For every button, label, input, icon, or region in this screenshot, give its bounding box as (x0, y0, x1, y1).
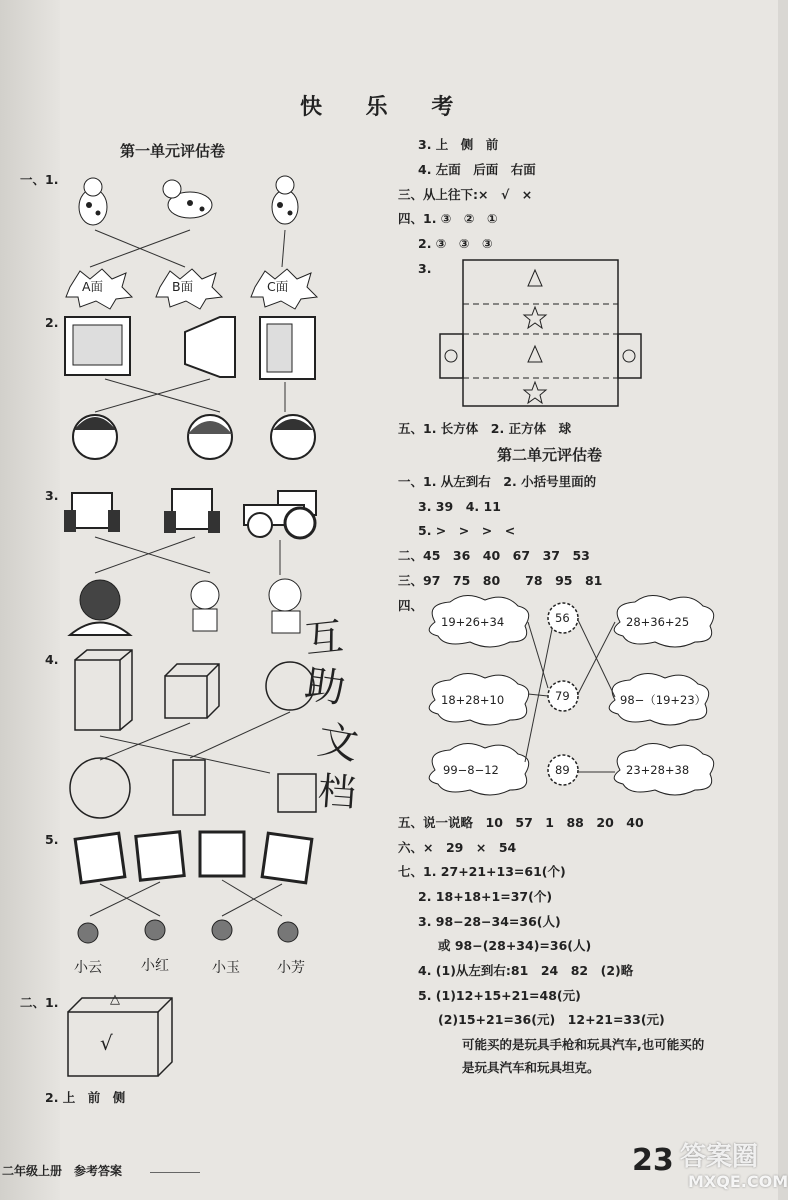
r23: 可能买的是玩具手枪和玩具汽车,也可能买的 (462, 1037, 705, 1052)
name-xiaoyun: 小云 (74, 960, 102, 976)
r20: 4. (1)从左到右:81 24 82 (2)略 (418, 963, 634, 978)
r4: 四、1. ③ ② ① (398, 211, 498, 226)
triangle-mark (528, 270, 542, 286)
name-xiaofang: 小芳 (277, 960, 305, 976)
r5: 2. ③ ③ ③ (418, 236, 493, 251)
box-figure (60, 990, 190, 1090)
cuboid-shape (75, 650, 132, 730)
photo-frame-icon (75, 833, 125, 883)
child-icon (78, 923, 98, 943)
q3-label: 3. (45, 488, 59, 503)
q2-figure (60, 312, 330, 482)
child-boy-icon (191, 581, 219, 631)
box-check-mark: √ (100, 1031, 113, 1055)
r18: 3. 98−28−34=36(人) (418, 914, 561, 929)
s1-label: 一、1. (20, 172, 59, 187)
q2-label: 2. (45, 315, 59, 330)
r12: 三、97 75 80 78 95 81 (398, 573, 603, 588)
handwriting-2: 助 (301, 661, 349, 713)
r17: 2. 18+18+1=37(个) (418, 889, 553, 904)
triangle-mark (528, 346, 542, 362)
handwriting-4: 档 (316, 768, 358, 816)
r10: 5. > > > < (418, 523, 516, 538)
circle-shape (70, 758, 130, 818)
footer-rule (150, 1172, 200, 1173)
r11: 二、45 36 40 67 37 53 (398, 548, 590, 563)
handwriting-3: 文 (314, 716, 362, 770)
child-icon (145, 920, 165, 940)
child-girl-icon (269, 579, 301, 633)
dog-icon (272, 176, 298, 224)
cloud-right-2: 98−（19+23） (620, 693, 707, 707)
r21: 5. (1)12+15+21=48(元) (418, 988, 581, 1003)
s2-q2: 2. 上 前 侧 (45, 1090, 126, 1105)
net-figure (438, 258, 643, 413)
cloud-left-1: 19+26+34 (441, 615, 505, 629)
cloud-left-3: 99−8−12 (443, 763, 499, 777)
face-label-a: A面 (82, 279, 104, 294)
dog-icon (163, 180, 212, 218)
watermark-logo: 答案圈 (680, 1142, 759, 1172)
truck-icon (164, 489, 220, 533)
r6: 3. (418, 261, 432, 276)
r9: 3. 39 4. 11 (418, 499, 501, 514)
star-mark (524, 307, 546, 328)
r7: 五、1. 长方体 2. 正方体 球 (398, 421, 572, 436)
flower-1: 56 (555, 611, 570, 625)
photo-frame-icon (262, 833, 312, 883)
dog-icon (79, 178, 107, 225)
photo-frame-icon (136, 832, 184, 880)
child-head-icon (188, 415, 232, 459)
child-back-icon (70, 580, 130, 635)
q5-label: 5. (45, 832, 59, 847)
page-number: 23 (632, 1143, 674, 1178)
box-triangle-mark: △ (110, 992, 120, 1007)
cloud-right-1: 28+36+25 (626, 615, 690, 629)
r24: 是玩具汽车和玩具坦克。 (462, 1060, 600, 1075)
q5-figure (60, 828, 330, 943)
page-title: 快 乐 考 (300, 95, 472, 120)
child-head-icon (73, 415, 117, 459)
child-icon (278, 922, 298, 942)
q3-figure (60, 485, 330, 640)
r1: 3. 上 侧 前 (418, 137, 499, 152)
r13: 四、 (398, 598, 424, 613)
watermark-site: MXQE.COM (688, 1172, 788, 1191)
tractor-side-icon (244, 491, 316, 538)
face-label-b: B面 (172, 279, 194, 294)
handwriting-1: 互 (302, 614, 346, 662)
square-shape (278, 774, 316, 812)
unit2-title: 第二单元评估卷 (497, 446, 603, 464)
cloud-right-3: 23+28+38 (626, 763, 690, 777)
child-head-icon (271, 415, 315, 459)
q4-figure (60, 648, 330, 823)
flower-3: 89 (555, 763, 570, 777)
cube-shape (165, 664, 219, 718)
photo-frame-icon (200, 832, 244, 876)
footer (0, 1142, 788, 1200)
r22: (2)15+21=36(元) 12+21=33(元) (438, 1012, 665, 1027)
r15: 六、× 29 × 54 (398, 840, 517, 855)
r3: 三、从上往下:× √ × (398, 187, 533, 202)
flower-2: 79 (555, 689, 570, 703)
star-mark (524, 382, 546, 403)
r2: 4. 左面 后面 右面 (418, 162, 536, 177)
tractor-icon (64, 493, 120, 532)
child-icon (212, 920, 232, 940)
r16: 七、1. 27+21+13=61(个) (398, 864, 566, 879)
q4-label: 4. (45, 652, 59, 667)
r8: 一、1. 从左到右 2. 小括号里面的 (398, 474, 597, 489)
name-xiaohong: 小红 (141, 958, 169, 974)
footer-book-label: 二年级上册 参考答案 (2, 1164, 123, 1178)
face-label-c: C面 (267, 279, 289, 294)
rectangle-shape (173, 760, 205, 815)
r14: 五、说一说略 10 57 1 88 20 40 (398, 815, 644, 830)
r19: 或 98−(28+34)=36(人) (438, 938, 592, 953)
name-xiaoyu: 小玉 (212, 960, 240, 976)
monitor-icon (185, 317, 235, 377)
unit1-title: 第一单元评估卷 (120, 142, 226, 160)
s2-label: 二、1. (20, 995, 59, 1010)
cloud-left-2: 18+28+10 (441, 693, 505, 707)
